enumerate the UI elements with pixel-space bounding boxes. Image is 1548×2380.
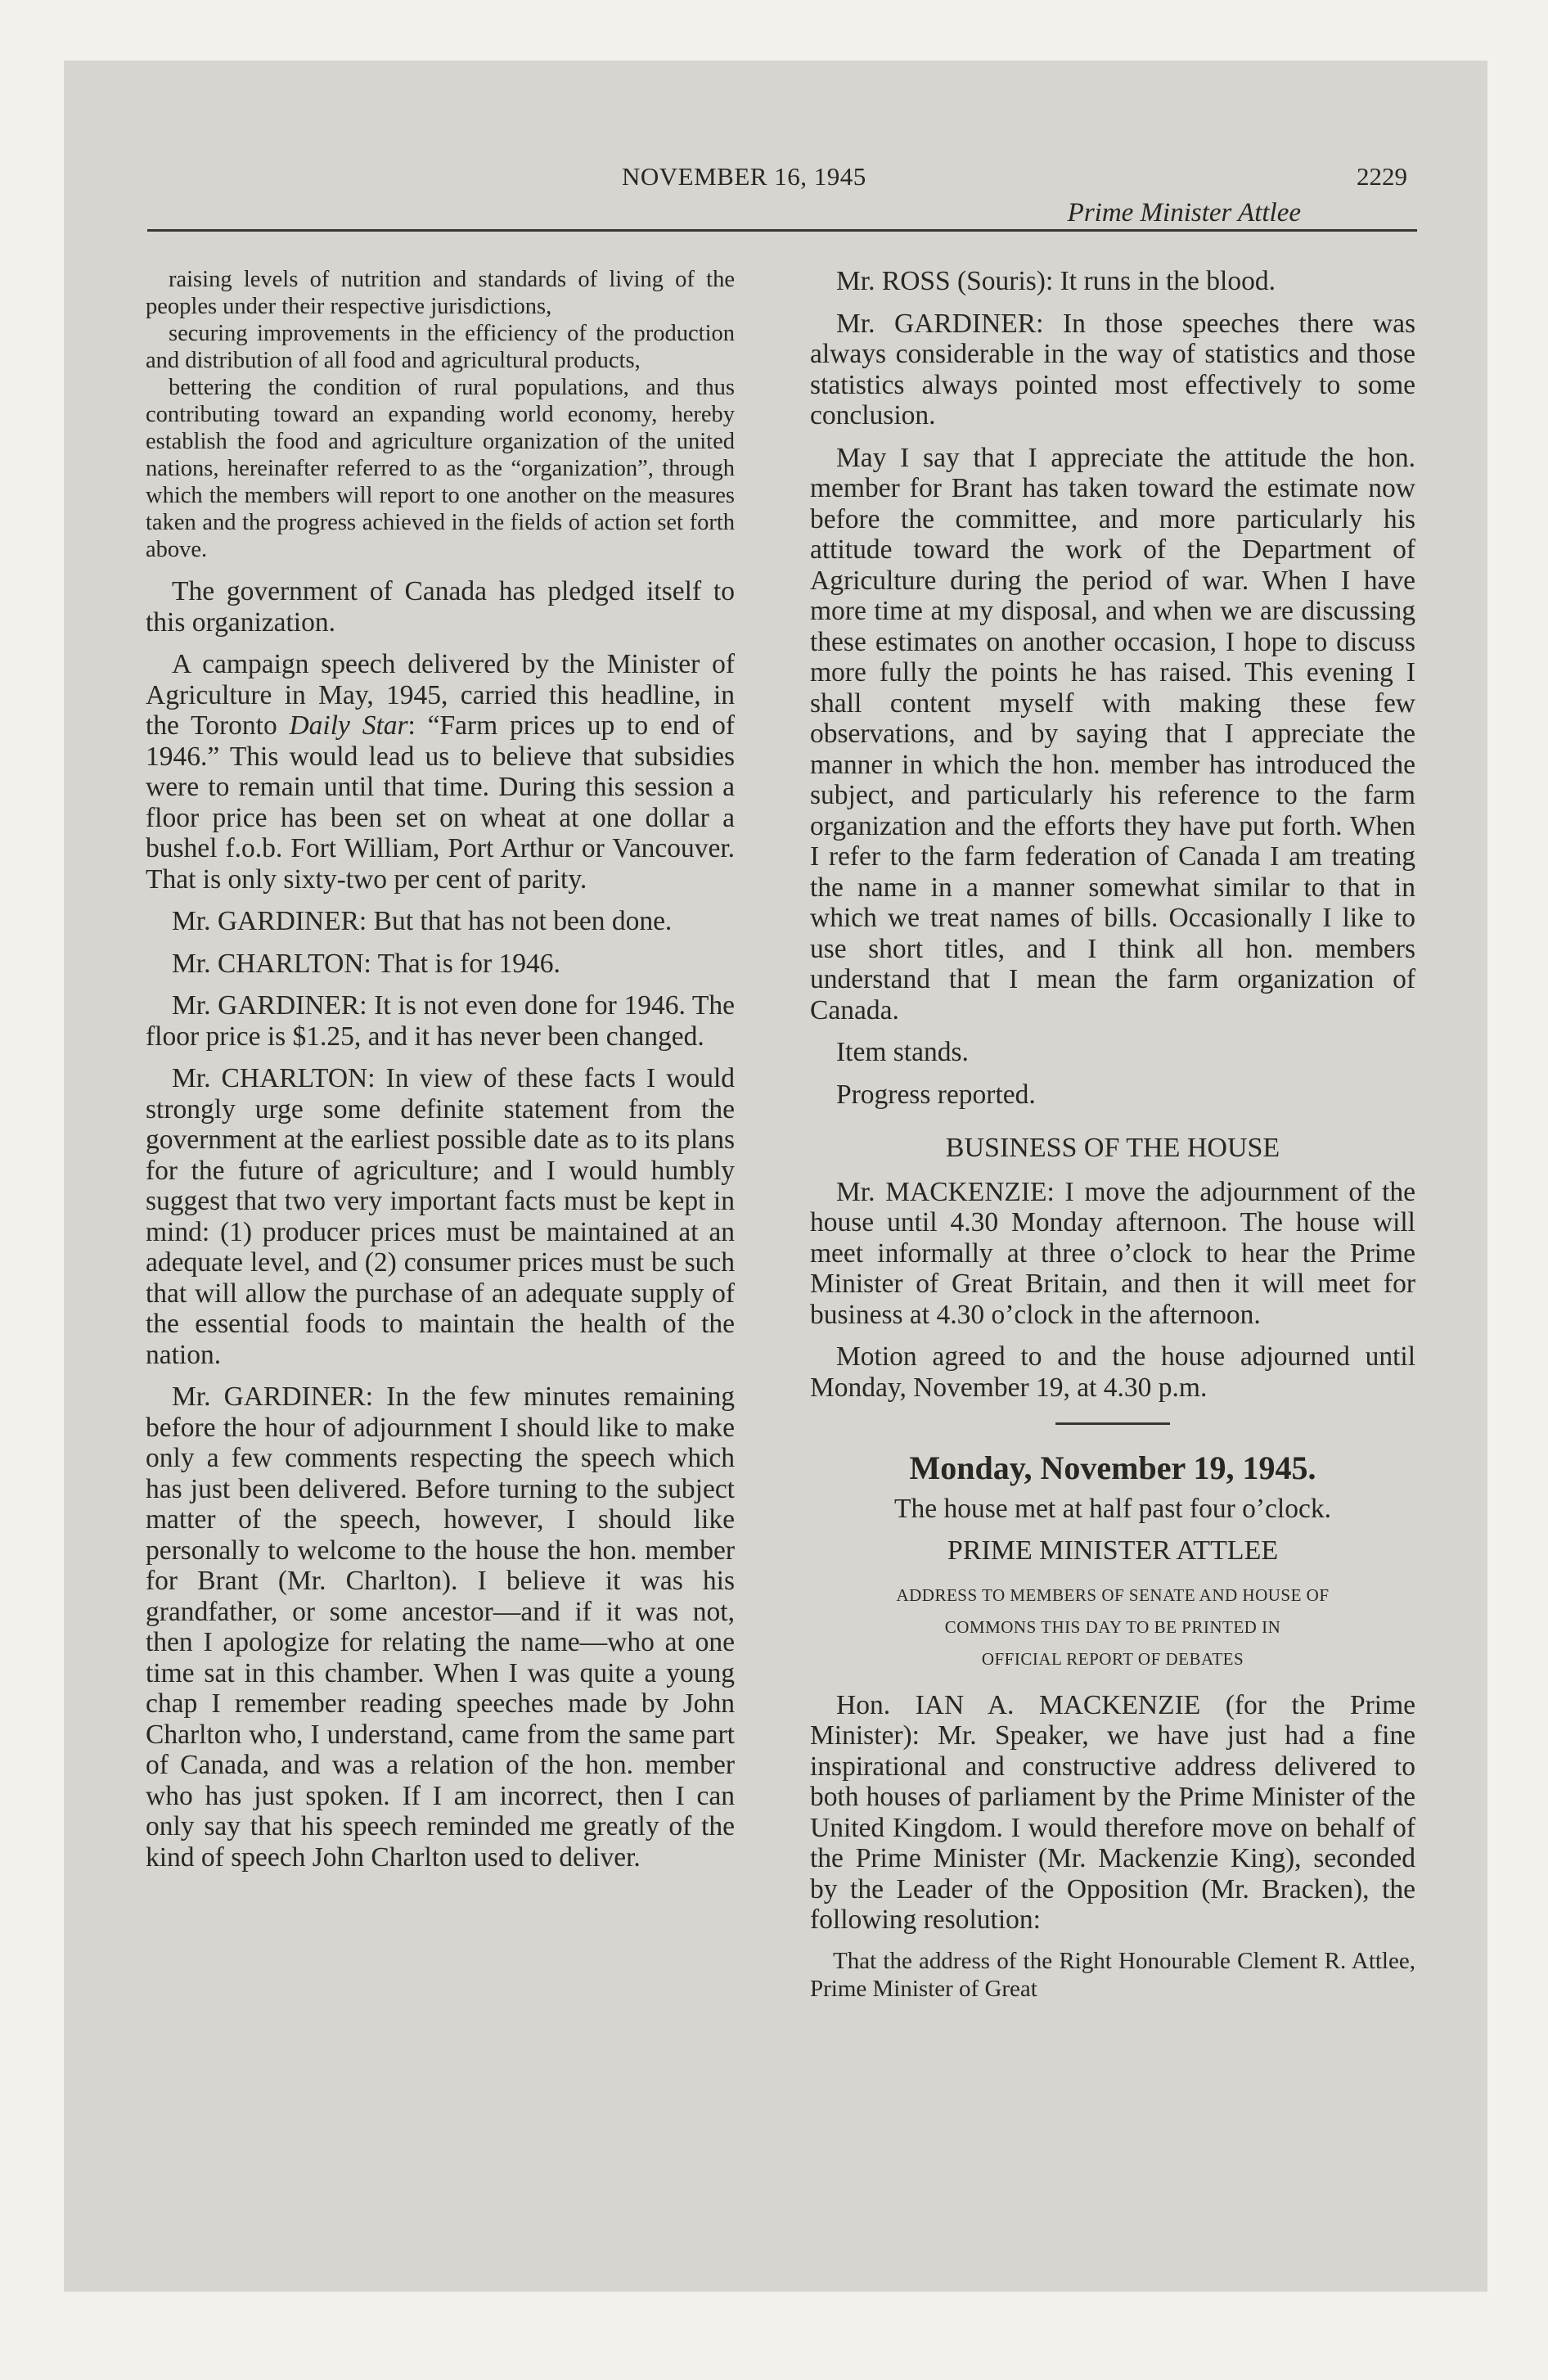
paragraph: Hon. IAN A. MACKENZIE (for the Prime Minister): Mr. Speaker, we have just had a fine inspirational and constructive address delivered to both houses of parliament by the Prime Minister of the United Kingdom. I would therefore move on behalf of the Prime Minister (Mr. Mackenzie King), seconded by the Leader of the Opposition (Mr. Bracken), the following resolution: xyxy=(810,1689,1415,1935)
paragraph: The government of Canada has pledged itself to this organization. xyxy=(146,576,735,638)
paragraph: The house met at half past four o’clock. xyxy=(894,1493,1331,1524)
newspaper-name: Daily Star xyxy=(289,710,408,741)
header-date: NOVEMBER 16, 1945 xyxy=(622,162,866,191)
subheading-line: ADDRESS TO MEMBERS OF SENATE AND HOUSE OF xyxy=(896,1584,1330,1605)
quote-paragraph: That the address of the Right Honourable Clement R. Attlee, Prime Minister of Great xyxy=(810,1947,1415,2002)
paragraph: May I say that I appreciate the attitude the hon. member for Brant has taken toward the estimate now before the committee, and more particularly his attitude toward the work of the Department of Agriculture during the period of war. When I have more time at my disposal, and when we are discussing these estimates on another occasion, I hope to discuss more fully the points he has raised. This evening I shall content myself with making these few observations, and by saying that I appreciate the manner in which the hon. member has introduced the subject, and particularly his reference to the farm organization and the efforts they have put forth. When I refer to the farm federation of Canada I am treating the name in a manner somewhat similar to that in which we treat names of bills. Occasionally I like to use short titles, and I think all hon. members understand that I mean the farm organization of Canada. xyxy=(810,442,1415,1025)
subheading-line: OFFICIAL REPORT OF DEBATES xyxy=(981,1648,1244,1669)
right-column xyxy=(810,266,1415,2003)
section-divider xyxy=(1055,1422,1170,1425)
quote-paragraph: securing improvements in the efficiency of the production and distribution of all food and agricultural products, xyxy=(146,321,735,373)
resolution-quote-start xyxy=(810,1947,1415,2003)
page-header xyxy=(90,97,1407,236)
paragraph: Progress reported. xyxy=(836,1079,1036,1110)
paragraph xyxy=(146,649,735,895)
date-heading: Monday, November 19, 1945. xyxy=(909,1449,1316,1486)
subheading-line: COMMONS THIS DAY TO BE PRINTED IN xyxy=(944,1616,1281,1637)
page-number: 2229 xyxy=(1357,162,1407,191)
paragraph: Mr. ROSS (Souris): It runs in the blood. xyxy=(836,266,1276,296)
paragraph: Mr. GARDINER: In those speeches there was always considerable in the way of statistics and those statistics always pointed most effectively to some conclusion. xyxy=(810,308,1415,430)
left-column xyxy=(146,266,735,1884)
running-title: Prime Minister Attlee xyxy=(1067,198,1301,228)
section-heading-pm: PRIME MINISTER ATTLEE xyxy=(947,1535,1279,1566)
quote-paragraph: bettering the condition of rural populations, and thus contributing toward an expanding world economy, hereby establish the food and agriculture organization of the united nations, hereinafter referred to as the “organization”, through which the members will report to one another on the measures taken and the progress achieved in the fields of action set forth above. xyxy=(146,375,735,562)
resolution-quote xyxy=(146,266,735,563)
left-body xyxy=(146,576,735,1873)
paragraph: Mr. MACKENZIE: I move the adjournment of the house until 4.30 Monday afternoon. The house will meet informally at three o’clock to hear the Prime Minister of Great Britain, and then it will meet for business at 4.30 o’clock in the afternoon. xyxy=(810,1176,1415,1330)
paragraph-text: A campaign speech delivered by the Minister of Agriculture in May, 1945, carried this headline, in the Toronto xyxy=(146,649,735,741)
quote-paragraph: raising levels of nutrition and standards of living of the peoples under their respective jurisdictions, xyxy=(146,267,735,319)
right-body xyxy=(810,266,1415,1936)
paragraph: Mr. GARDINER: In the few minutes remaining before the hour of adjournment I should like to make only a few comments respecting the speech which has just been delivered. Before turning to the subject matter of the speech, however, I should like personally to welcome to the house the hon. member for Brant (Mr. Charlton). I believe it was his grandfather, or some ancestor—and if it was not, then I apologize for relating the name—who at one time sat in this chamber. When I was quite a young chap I remember reading speeches made by John Charlton who, I understand, came from the same part of Canada, and was a relation of the hon. member who has just spoken. If I am incorrect, then I can only say that his speech reminded me greatly of the kind of speech John Charlton used to deliver. xyxy=(146,1382,735,1873)
paragraph: Mr. CHARLTON: That is for 1946. xyxy=(172,948,560,979)
paragraph: Motion agreed to and the house adjourned until Monday, November 19, at 4.30 p.m. xyxy=(810,1341,1415,1403)
section-heading-business: BUSINESS OF THE HOUSE xyxy=(945,1133,1280,1163)
paragraph: Mr. GARDINER: But that has not been done. xyxy=(172,906,673,936)
paragraph: Mr. CHARLTON: In view of these facts I would strongly urge some definite statement from the government at the earliest possible date as to its plans for the future of agriculture; and I would humbly suggest that two very important facts must be kept in mind: (1) producer prices must be maintained at an adequate level, and (2) consumer prices must be such that will allow the purchase of an adequate supply of the essential foods to maintain the health of the nation. xyxy=(146,1063,735,1370)
subheading xyxy=(810,1580,1415,1675)
paragraph-text: : “Farm prices up to end of 1946.” This would lead us to believe that subsidies were to remain until that time. During this session a floor price has been set on wheat at one dollar a bushel f.o.b. Fort William, Port Arthur or Vancouver. That is only sixty-two per cent of parity. xyxy=(146,710,735,895)
paragraph: Item stands. xyxy=(836,1037,969,1067)
paragraph: Mr. GARDINER: It is not even done for 1946. The floor price is $1.25, and it has never been changed. xyxy=(146,990,735,1052)
header-rule xyxy=(147,229,1417,232)
